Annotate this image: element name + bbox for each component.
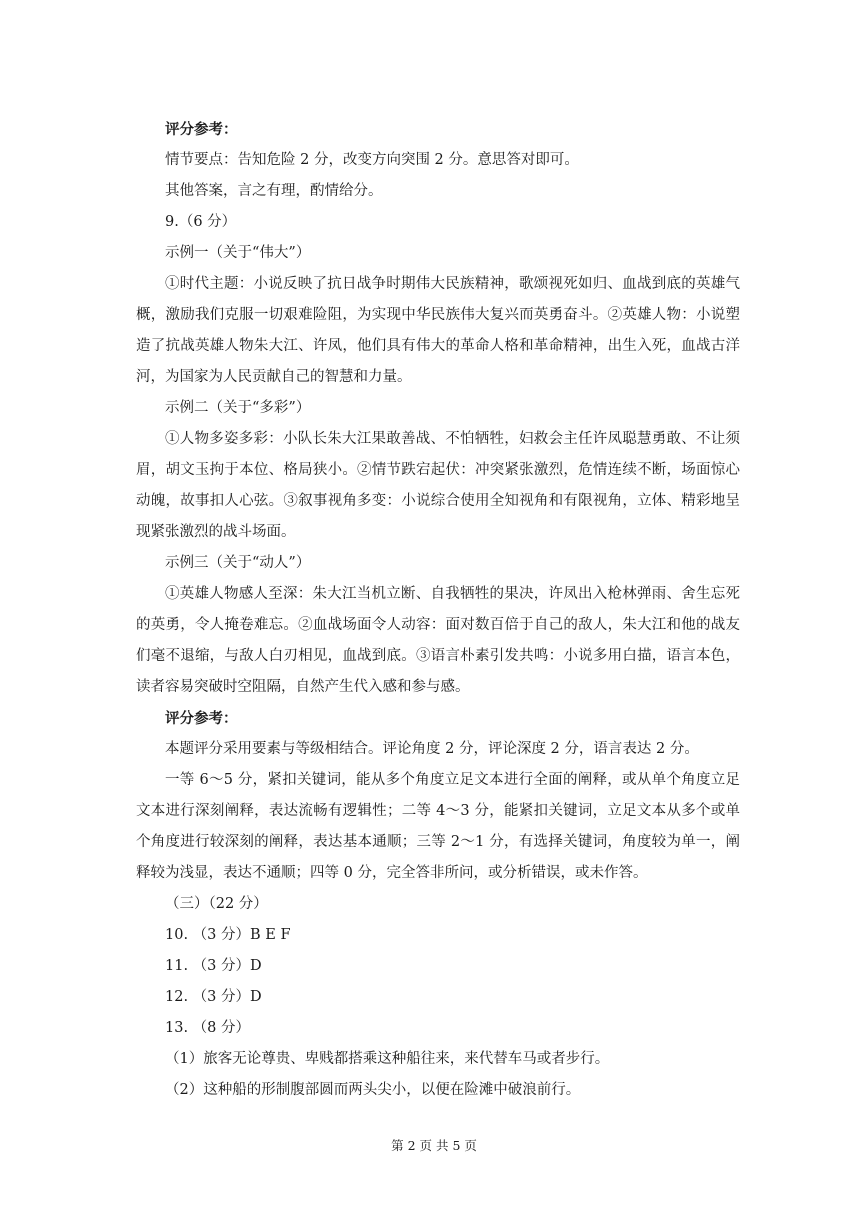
example-2-text: ①人物多姿多彩：小队长朱大江果敢善战、不怕牺牲，妇救会主任许凤聪慧勇敢、不让须眉，胡文玉拘于本位、格局狭小。②情节跌宕起伏：冲突紧张激烈，危情连续不断，场面惊心动魄，故事扣人心弦。③叙事视角多变：小说综合使用全知视角和有限视角，立体、精彩地呈现紧张激烈的战斗场面。 [136, 431, 740, 540]
question-9-title: 9.（6 分） [165, 214, 237, 230]
q9-scoring-line: 本题评分采用要素与等级相结合。评论角度 2 分，评论深度 2 分，语言表达 2 分。 [165, 741, 699, 757]
example-2-label: 示例二（关于“多彩”） [165, 400, 311, 416]
part-3-title: （三）（22 分） [165, 896, 268, 912]
example-3-text: ①英雄人物感人至深：朱大江当机立断、自我牺牲的果决，许凤出入枪林弹雨、舍生忘死的英勇，令人掩卷难忘。②血战场面令人动容：面对数百倍于自己的敌人，朱大江和他的战友们毫不退缩，与敌人白刃相见，血战到底。③语言朴素引发共鸣：小说多用白描，语言本色，读者容易突破时空阻隔，自然产生代入感和参与感。 [136, 586, 740, 695]
question-13-part-1: （1）旅客无论尊贵、卑贱都搭乘这种船往来，来代替车马或者步行。 [165, 1051, 610, 1067]
example-3-label: 示例三（关于“动人”） [165, 555, 311, 571]
scoring-other-line: 其他答案，言之有理，酌情给分。 [165, 183, 383, 199]
question-11-answer: 11. （3 分）D [165, 958, 262, 974]
question-10-answer: 10. （3 分）B E F [165, 927, 291, 943]
page-number: 第 2 页 共 5 页 [391, 1138, 477, 1153]
example-1-text: ①时代主题：小说反映了抗日战争时期伟大民族精神，歌颂视死如归、血战到底的英雄气概，激励我们克服一切艰难险阻，为实现中华民族伟大复兴而英勇奋斗。②英雄人物：小说塑造了抗战英雄人物朱大江、许凤，他们具有伟大的革命人格和革命精神，出生入死，血战古洋河，为国家为人民贡献自己的智慧和力量。 [136, 276, 740, 385]
answer-content [136, 114, 740, 1106]
q9-scoring-heading: 评分参考： [165, 710, 238, 727]
example-1-label: 示例一（关于“伟大”） [165, 245, 311, 261]
question-13-part-2: （2）这种船的形制腹部圆而两头尖小，以便在险滩中破浪前行。 [165, 1082, 581, 1098]
scoring-point-line: 情节要点：告知危险 2 分，改变方向突围 2 分。意思答对即可。 [165, 152, 579, 168]
question-13-title: 13. （8 分） [165, 1020, 251, 1036]
scoring-heading: 评分参考： [165, 121, 238, 138]
q9-scoring-levels: 一等 6～5 分，紧扣关键词，能从多个角度立足文本进行全面的阐释，或从单个角度立足文本进行深刻阐释，表达流畅有逻辑性；二等 4～3 分，能紧扣关键词，立足文本从多个或单个角度进行较深刻的阐释，表达基本通顺；三等 2～1 分，有选择关键词，角度较为单一，阐释较为浅显，表达不通顺；四等 0 分，完全答非所问，或分析错误，或未作答。 [136, 772, 740, 881]
question-12-answer: 12. （3 分）D [165, 989, 262, 1005]
